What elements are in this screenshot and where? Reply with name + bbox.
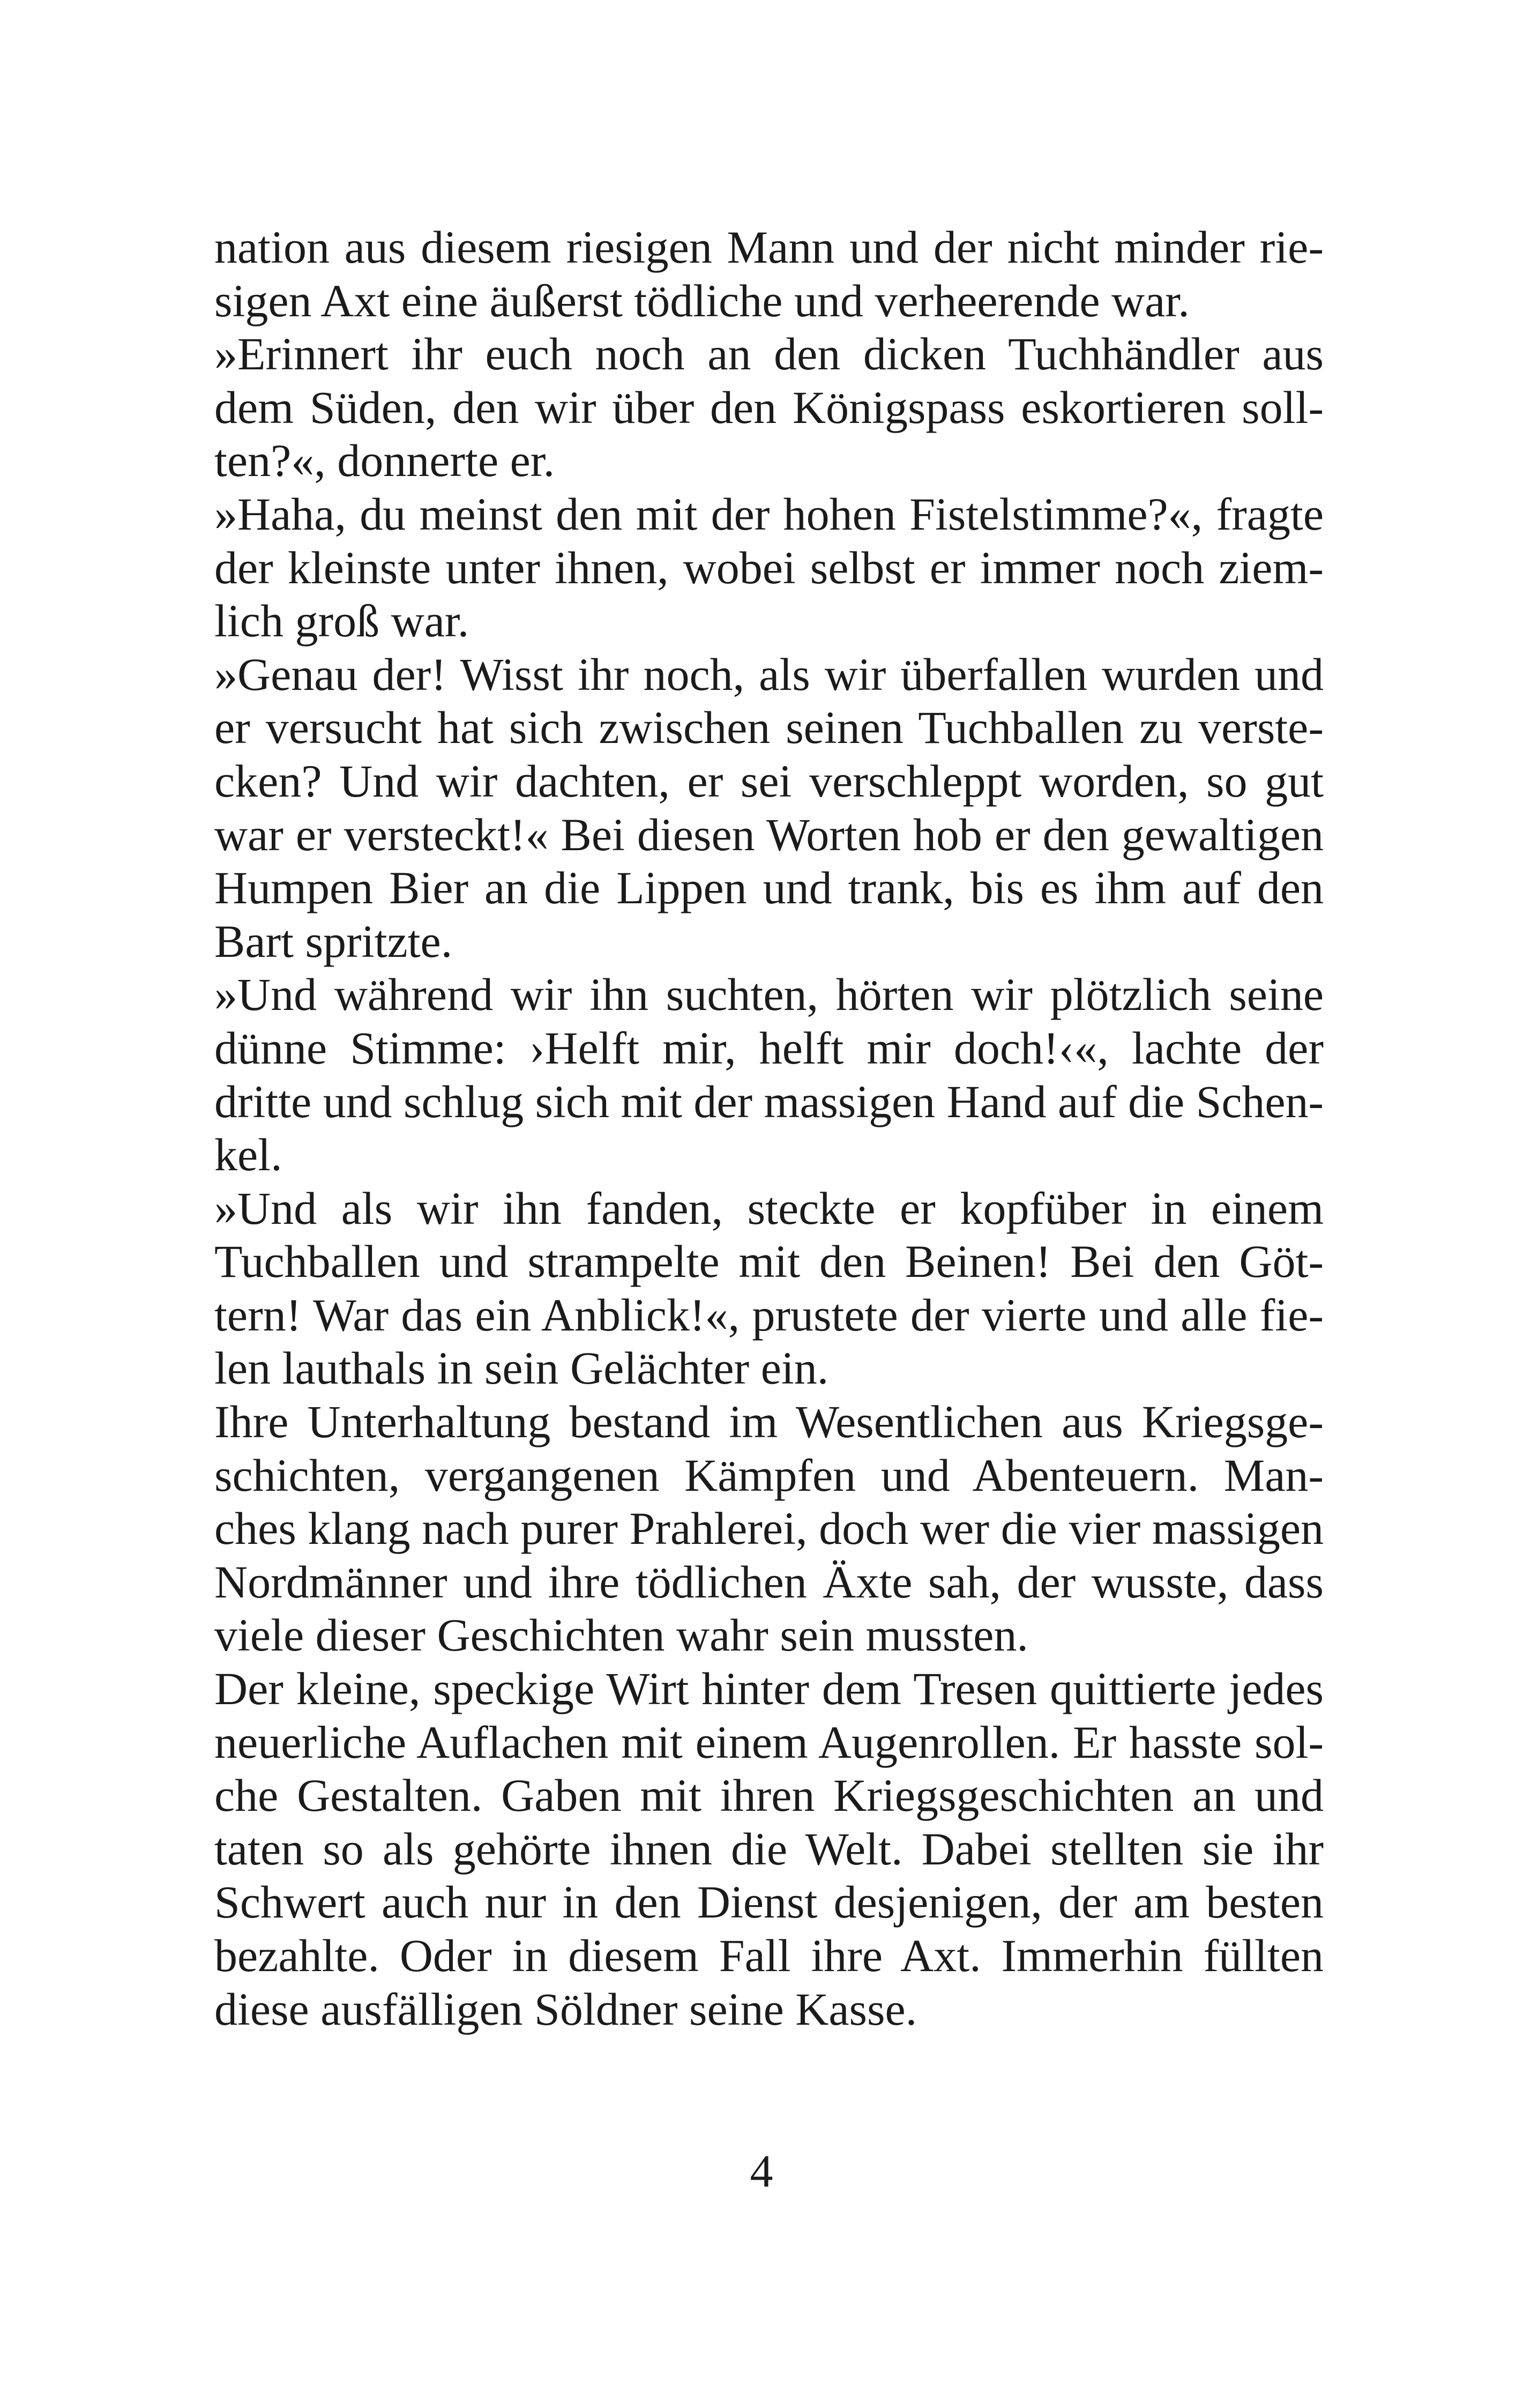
text-line: Humpen Bier an die Lippen und trank, bis es ihm auf den bbox=[214, 862, 1324, 914]
text-line: dritte und schlug sich mit der massigen Hand auf die Schen- bbox=[214, 1075, 1324, 1127]
text-line: len lauthals in sein Gelächter ein. bbox=[214, 1342, 829, 1394]
text-line: er versucht hat sich zwischen seinen Tuchballen zu verste- bbox=[214, 702, 1324, 754]
text-line: ten?«, donnerte er. bbox=[214, 435, 555, 487]
text-line: dünne Stimme: ›Helft mir, helft mir doch!‹«, lachte der bbox=[214, 1022, 1324, 1074]
text-line: taten so als gehörte ihnen die Welt. Dabei stellten sie ihr bbox=[214, 1823, 1324, 1875]
text-line: kel. bbox=[214, 1129, 282, 1181]
text-line: neuerliche Auflachen mit einem Augenrollen. Er hasste sol- bbox=[214, 1716, 1324, 1768]
text-line: sigen Axt eine äußerst tödliche und verheerende war. bbox=[214, 274, 1190, 326]
text-line: Schwert auch nur in den Dienst desjenigen, der am besten bbox=[214, 1876, 1324, 1928]
text-line: viele dieser Geschichten wahr sein mussten. bbox=[214, 1609, 1028, 1661]
text-line: Bart spritzte. bbox=[214, 915, 453, 967]
text-line: Nordmänner und ihre tödlichen Äxte sah, der wusste, dass bbox=[214, 1556, 1324, 1608]
text-line: »Genau der! Wisst ihr noch, als wir überfallen wurden und bbox=[214, 648, 1324, 700]
text-line: dem Süden, den wir über den Königspass eskortieren soll- bbox=[214, 381, 1324, 433]
text-line: diese ausfälligen Söldner seine Kasse. bbox=[214, 1983, 917, 2035]
text-line: »Und während wir ihn suchten, hörten wir plötzlich seine bbox=[214, 969, 1324, 1021]
text-line: »Erinnert ihr euch noch an den dicken Tuchhändler aus bbox=[214, 328, 1324, 380]
text-line: Ihre Unterhaltung bestand im Wesentlichen aus Kriegsge- bbox=[214, 1396, 1324, 1448]
body-text bbox=[214, 221, 1324, 2036]
text-line: lich groß war. bbox=[214, 595, 469, 647]
text-line: bezahlte. Oder in diesem Fall ihre Axt. Immerhin füllten bbox=[214, 1930, 1324, 1981]
text-line: der kleinste unter ihnen, wobei selbst er immer noch ziem- bbox=[214, 541, 1324, 593]
page-number: 4 bbox=[750, 2145, 773, 2197]
text-line: nation aus diesem riesigen Mann und der nicht minder rie- bbox=[214, 221, 1324, 273]
text-line: war er versteckt!« Bei diesen Worten hob er den gewaltigen bbox=[214, 808, 1324, 860]
text-line: Der kleine, speckige Wirt hinter dem Tresen quittierte jedes bbox=[214, 1663, 1324, 1715]
text-line: ches klang nach purer Prahlerei, doch wer die vier massigen bbox=[214, 1503, 1324, 1555]
text-line: tern! War das ein Anblick!«, prustete der vierte und alle fie- bbox=[214, 1289, 1324, 1341]
text-line: »Und als wir ihn fanden, steckte er kopfüber in einem bbox=[214, 1182, 1324, 1234]
text-line: schichten, vergangenen Kämpfen und Abenteuern. Man- bbox=[214, 1449, 1324, 1501]
text-line: »Haha, du meinst den mit der hohen Fistelstimme?«, fragte bbox=[214, 488, 1324, 540]
text-line: cken? Und wir dachten, er sei verschleppt worden, so gut bbox=[214, 755, 1324, 807]
text-line: Tuchballen und strampelte mit den Beinen! Bei den Göt- bbox=[214, 1236, 1324, 1288]
text-line: che Gestalten. Gaben mit ihren Kriegsgeschichten an und bbox=[214, 1770, 1324, 1822]
